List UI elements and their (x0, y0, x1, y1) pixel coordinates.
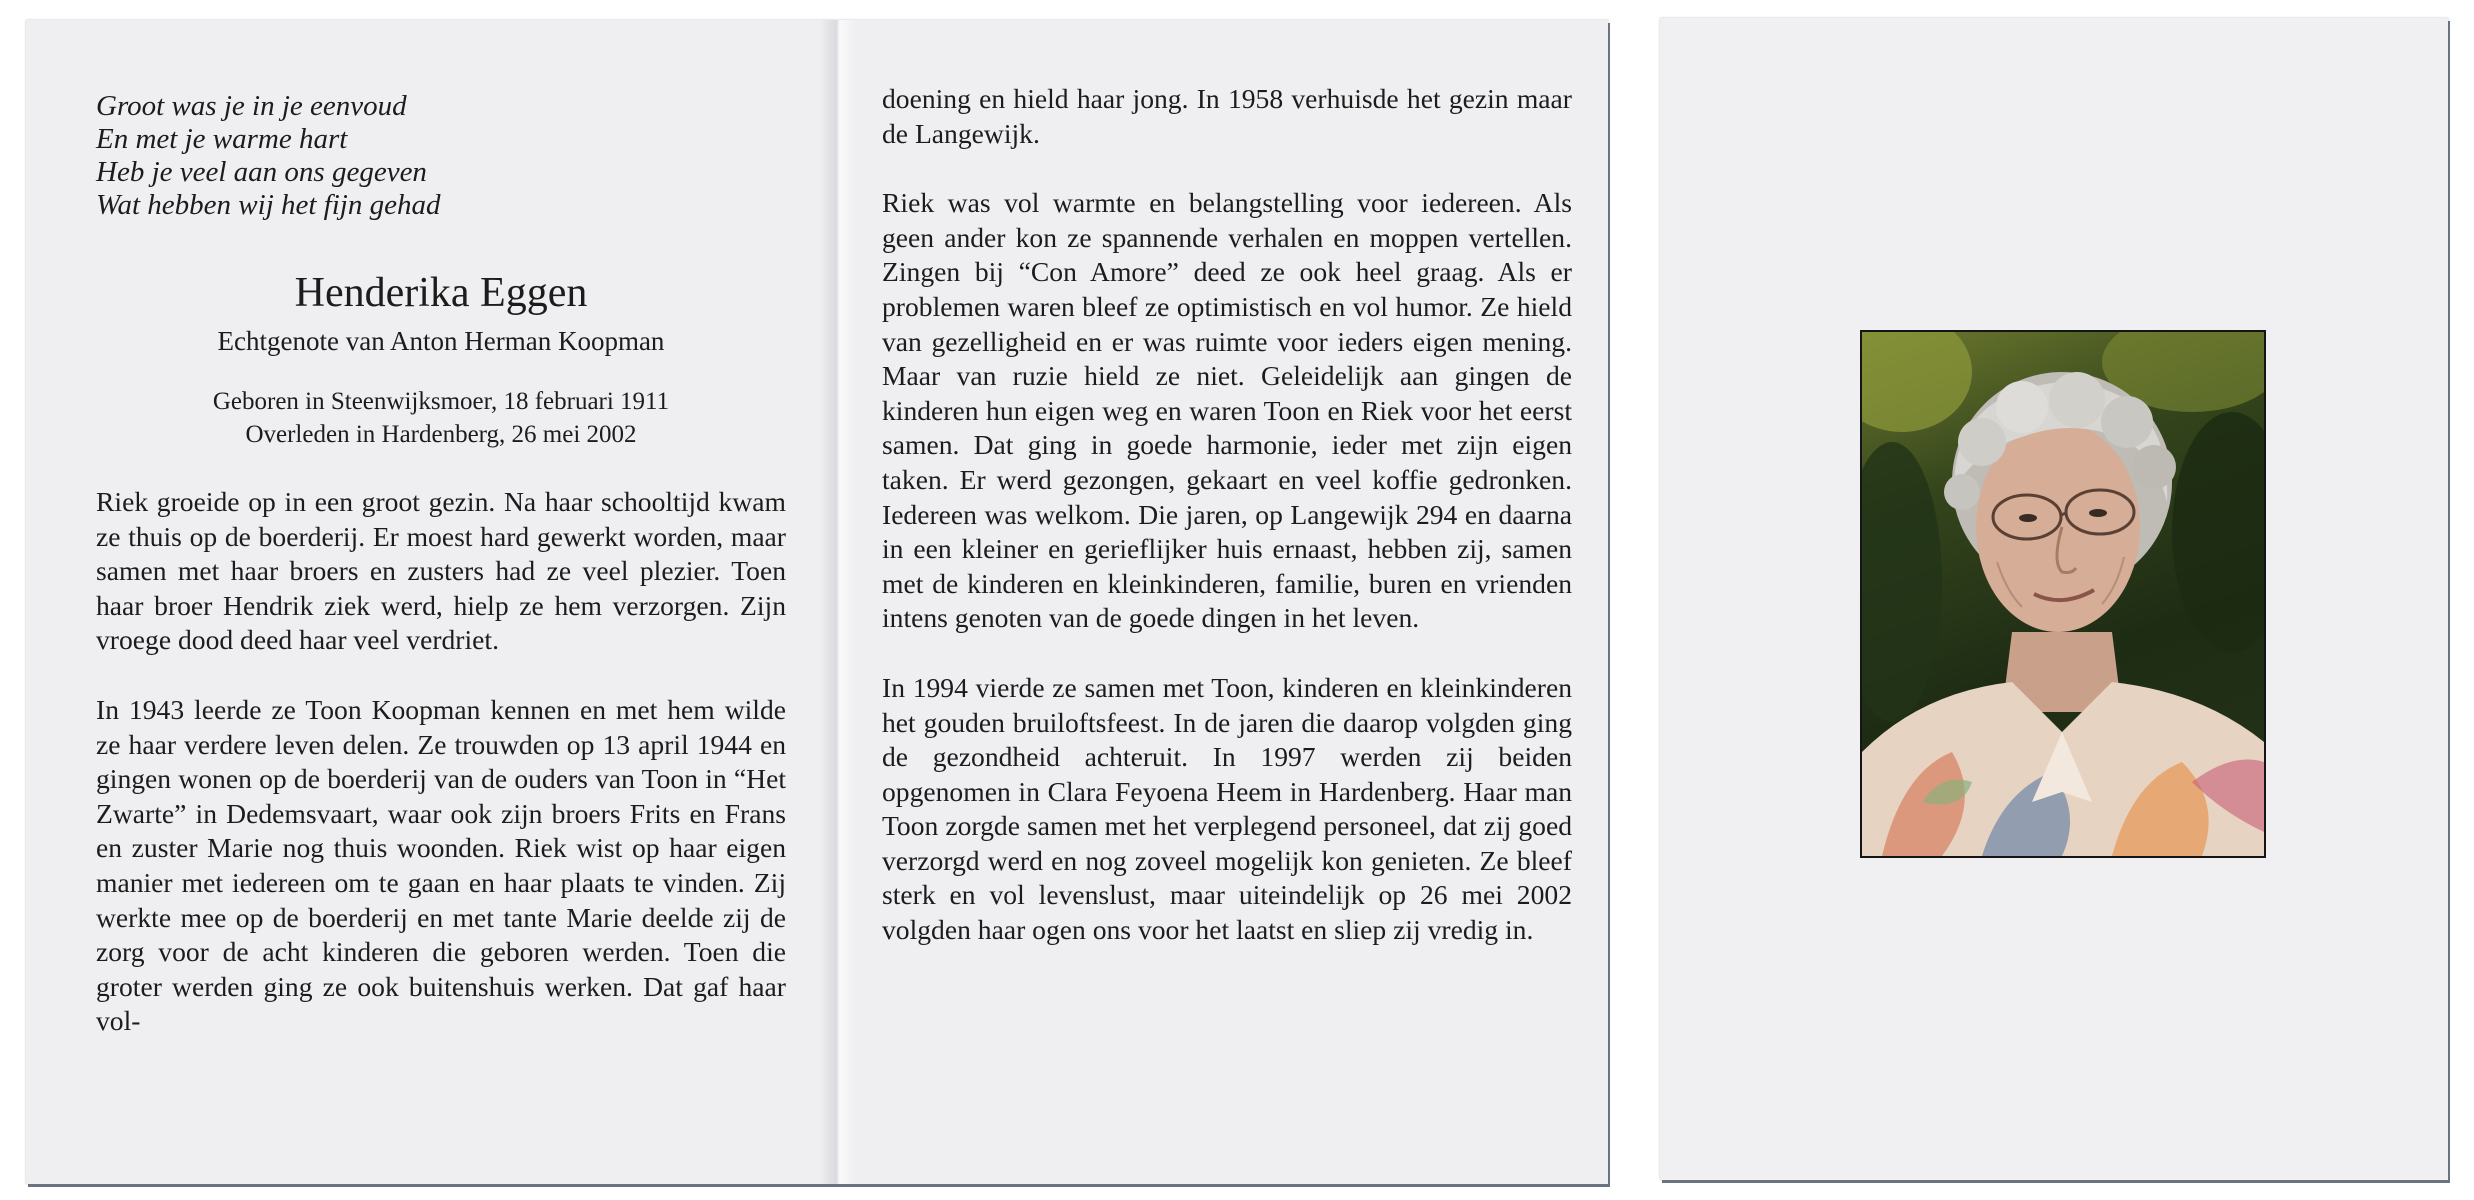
poem-line: Heb je veel aan ons gegeven (96, 156, 427, 188)
poem (96, 90, 786, 222)
biography-paragraph: Riek was vol warmte en belangstelling voor iedereen. Als geen ander kon ze spannende verhalen en moppen vertellen. Zingen bij “Con Amore” deed ze ook heel graag. Als er problemen waren bleef ze optimistisch en vol humor. Ze hield van gezelligheid en er was ruimte voor ieders eigen mening. Maar van ruzie hield ze niet. Geleidelijk aan gingen de kinderen hun eigen weg en waren Toon en Riek voor het eerst samen. Dat ging in goede harmonie, ieder met zijn eigen taken. Er werd gezongen, gekaart en veel koffie gedronken. Iedereen was welkom. Die jaren, op Langewijk 294 en daarna in een kleiner en gerieflijker huis ernaast, hebben zij, samen met de kinderen en kleinkinderen, familie, buren en vrienden intens genoten van de goede dingen in het leven. (882, 187, 1572, 634)
birth-line: Geboren in Steenwijksmoer, 18 februari 1911 (212, 388, 670, 415)
poem-line: En met je warme hart (96, 123, 348, 155)
card-fold (820, 20, 856, 1184)
biography-paragraph: In 1943 leerde ze Toon Koopman kennen en met hem wilde ze haar verdere leven delen. Ze trouwden op 13 april 1944 en gingen wonen op de boerderij van de ouders van Toon in “Het Zwarte” in Dedemsvaart, waar ook zijn broers Frits en Frans en zuster Marie nog thuis woonden. Riek wist op haar eigen manier met iedereen om te gaan en haar plaats te vinden. Zij werkte mee op de boerderij en met tante Marie deelde zij de zorg voor de acht kinderen die geboren werden. Toen die groter werden ging ze ook buitenshuis werken. Dat gaf haar vol- (96, 693, 786, 1037)
biography-paragraph: doening en hield haar jong. In 1958 verhuisde het gezin maar de Langewijk. (882, 83, 1572, 149)
biography-paragraph: In 1994 vierde ze samen met Toon, kinderen en kleinkinderen het gouden bruiloftsfeest. In de jaren die daarop volgden ging de gezondheid achteruit. In 1997 werden zij beiden opgenomen in Clara Feyoena Heem in Hardenberg. Haar man Toon zorgde samen met het verplegend personeel, dat zij goed verzorgd werd en nog zoveel mogelijk kon genieten. Ze bleef sterk en vol levenslust, maar uiteindelijk op 26 mei 2002 volgden haar ogen ons voor het laatst en sliep zij vredig in. (882, 671, 1572, 946)
poem-line: Wat hebben wij het fijn gehad (96, 189, 441, 221)
poem-line: Groot was je in je eenvoud (96, 90, 407, 122)
left-column (96, 90, 786, 1039)
memorial-card-inner-spread (26, 20, 1608, 1184)
death-line: Overleden in Hardenberg, 26 mei 2002 (245, 421, 637, 448)
life-dates (96, 385, 786, 451)
deceased-name: Henderika Eggen (294, 270, 588, 316)
portrait-illustration (1862, 332, 2264, 856)
biography-paragraph: Riek groeide op in een groot gezin. Na haar schooltijd kwam ze thuis op de boerderij. Er moest hard gewerkt worden, maar samen met haar broers en zusters had ze veel plezier. Toen haar broer Hendrik ziek werd, hielp ze hem verzorgen. Zijn vroege dood deed haar veel verdriet. (96, 486, 786, 656)
spouse-line: Echtgenote van Anton Herman Koopman (217, 326, 665, 356)
right-column (882, 82, 1572, 948)
portrait-photo (1860, 330, 2266, 858)
